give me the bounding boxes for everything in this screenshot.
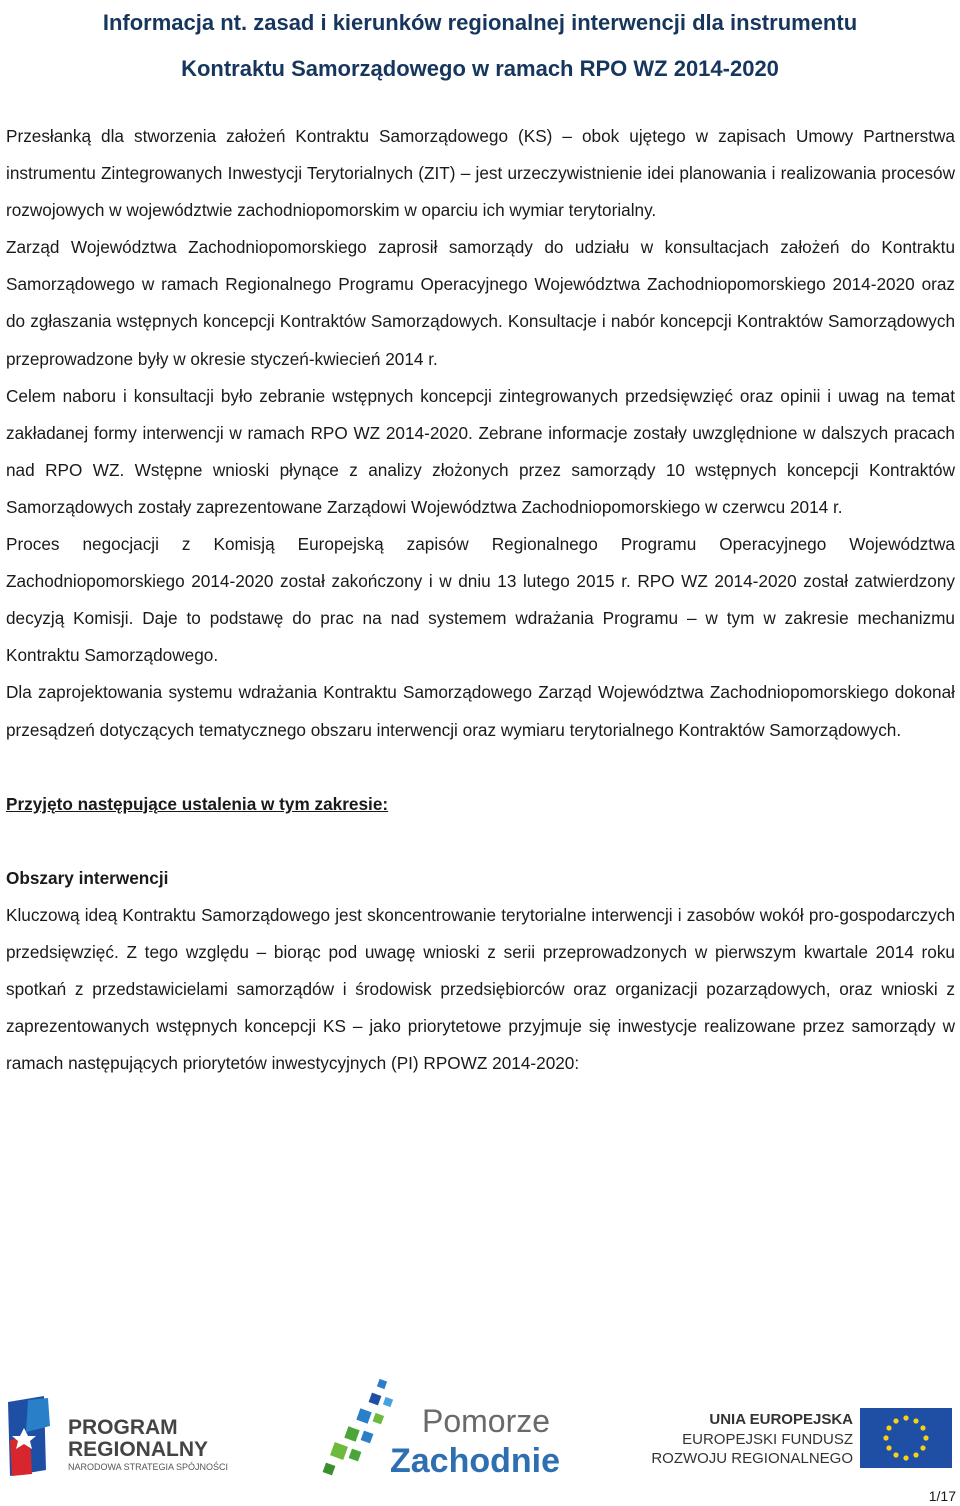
subsection-paragraph: Kluczową ideą Kontraktu Samorządowego jest skoncentrowanie terytorialne interwencji i zasobów wokół pro-gospodarczych przedsięwzięć. Z tego względu – biorąc pod uwagę wnioski z serii przeprowadzonych w pierwszym kwartale 2014 roku spotkań z przedstawicielami samorządów i środowisk przedsiębiorców oraz organizacji pozarządowych, oraz wnioski z zaprezentowanych wstępnych koncepcji KS – jako priorytetowe przyjmuje się inwestycje realizowane przez samorządy w ramach następujących priorytetów inwestycyjnych (PI) RPOWZ 2014-2020:	[6, 904, 955, 1074]
logo2-line2: Zachodnie	[390, 1442, 561, 1480]
document-title	[0, 0, 960, 92]
logo1-line1: PROGRAM	[68, 1416, 178, 1439]
page-number: 1/17	[928, 1488, 956, 1504]
logo1-line3: NARODOWA STRATEGIA SPÓJNOŚCI	[68, 1462, 229, 1472]
paragraph-4: Proces negocjacji z Komisją Europejską zapisów Regionalnego Programu Operacyjnego Województwa Zachodniopomorskiego 2014-2020 został zakończony i w dniu 13 lutego 2015 r. RPO WZ 2014-2020 został zatwierdzony decyzją Komisji. Daje to podstawę do prac na nad systemem wdrażania Programu – w tym w zakresie mechanizmu Kontraktu Samorządowego.	[6, 534, 955, 666]
title-line-2: Kontraktu Samorządowego w ramach RPO WZ 2014-2020	[181, 56, 779, 81]
section-heading: Przyjęto następujące ustalenia w tym zakresie:	[6, 793, 389, 814]
spacer	[6, 749, 955, 786]
spacer	[6, 823, 955, 860]
logo2-line1: Pomorze	[422, 1403, 551, 1439]
subsection-heading: Obszary interwencji	[6, 867, 169, 888]
pomorze-zachodnie-logo	[318, 1370, 568, 1490]
logo3-line3: ROZWOJU REGIONALNEGO	[651, 1450, 853, 1467]
title-line-1: Informacja nt. zasad i kierunków regionalnej interwencji dla instrumentu	[102, 10, 858, 35]
logo3-line1: UNIA EUROPEJSKA	[709, 1411, 853, 1428]
logo3-line2: EUROPEJSKI FUNDUSZ	[682, 1431, 853, 1448]
paragraph-5: Dla zaprojektowania systemu wdrażania Kontraktu Samorządowego Zarząd Województwa Zachodniopomorskiego dokonał przesądzeń dotyczących tematycznego obszaru interwencji oraz wymiaru terytorialnego Kontraktów Samorządowych.	[6, 682, 955, 740]
document-body	[6, 118, 955, 1082]
logo1-line2: REGIONALNY	[68, 1438, 209, 1461]
paragraph-1: Przesłanką dla stworzenia założeń Kontraktu Samorządowego (KS) – obok ujętego w zapisach Umowy Partnerstwa instrumentu Zintegrowanych Inwestycji Terytorialnych (ZIT) – jest urzeczywistnienie idei planowania i realizowania procesów rozwojowych w województwie zachodniopomorskim w oparciu ich wymiar terytorialny.	[6, 126, 955, 221]
paragraph-3: Celem naboru i konsultacji było zebranie wstępnych koncepcji zintegrowanych przedsięwzięć oraz opinii i uwag na temat zakładanej formy interwencji w ramach RPO WZ 2014-2020. Zebrane informacje zostały uwzględnione w dalszych pracach nad RPO WZ. Wstępne wnioski płynące z analizy złożonych przez samorządy 10 wstępnych koncepcji Kontraktów Samorządowych zostały zaprezentowane Zarządowi Województwa Zachodniopomorskiego w czerwcu 2014 r.	[6, 385, 955, 517]
program-regionalny-logo	[4, 1392, 254, 1482]
unia-europejska-logo	[648, 1402, 954, 1472]
paragraph-2: Zarząd Województwa Zachodniopomorskiego zaprosił samorządy do udziału w konsultacjach założeń do Kontraktu Samorządowego w ramach Regionalnego Programu Operacyjnego Województwa Zachodniopomorskiego 2014-2020 oraz do zgłaszania wstępnych koncepcji Kontraktów Samorządowych. Konsultacje i nabór koncepcji Kontraktów Samorządowych przeprowadzone były w okresie styczeń-kwiecień 2014 r.	[6, 237, 955, 369]
footer-logos	[0, 1362, 960, 1506]
